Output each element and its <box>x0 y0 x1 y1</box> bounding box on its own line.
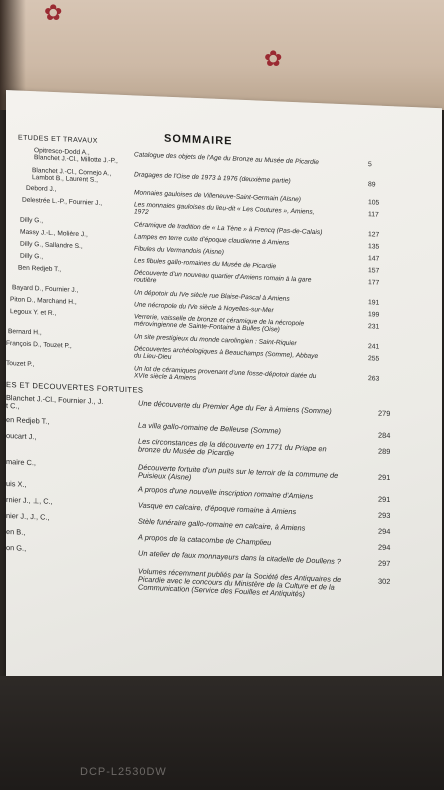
entry-author: Touzet P., <box>6 360 35 369</box>
printer-surface <box>0 676 444 790</box>
entry-title: Découvertes archéologiques à Beauchamps (Somme), Abbaye du Lieu-Dieu <box>134 345 319 362</box>
entry-title: Découverte fortuite d'un puits sur le terroir de la commune de Puisieux (Aisne) <box>138 462 339 482</box>
entry-title: Une nécropole du IVe siècle à Noyelles-sur-Mer <box>134 301 274 315</box>
entry-title: Un atelier de faux monnayeurs dans la citadelle de Doullens ? <box>138 548 341 567</box>
entry-title: Vasque en calcaire, d'époque romaine à Amiens <box>138 500 297 517</box>
entry-author: en Redjeb T., <box>6 415 50 426</box>
entry-author: en B., <box>6 527 26 537</box>
entry-page-number: 105 <box>368 199 380 207</box>
section-heading-etudes: ETUDES ET TRAVAUX <box>18 134 98 145</box>
printer-model-label: DCP-L2530DW <box>80 766 167 778</box>
entry-page-number: 302 <box>378 576 391 587</box>
entry-author: Blanchet J.-Cl., Fournier J., J. t C., <box>6 393 104 411</box>
entry-title: Céramique de tradition de « La Tène » à Frencq (Pas-de-Calais) <box>134 221 323 237</box>
entry-author: Bernard H., <box>8 328 42 337</box>
entry-author: Delestrée L.-P., Fournier J., <box>22 196 103 208</box>
entry-title: Les fibules gallo-romaines du Musée de Picardie <box>134 257 277 271</box>
entry-title: Stèle funéraire gallo-romaine en calcaire, à Amiens <box>138 516 306 533</box>
entry-title: Volumes récemment publiés par la Société des Antiquaires de Picardie avec le concours du Ministère de la Culture et de la Communication (Service des Fouilles et Antiquités) <box>138 566 342 599</box>
entry-title: Un dépotoir du IVe siècle rue Blaise-Pascal à Amiens <box>134 289 290 303</box>
section-heading-decouvertes: ES ET DECOUVERTES FORTUITES <box>6 380 144 395</box>
entry-title: Une découverte du Premier Age du Fer à Amiens (Somme) <box>138 398 332 416</box>
entry-author: rnier J., ⊥, C., <box>6 495 53 506</box>
entry-title: A propos d'une nouvelle inscription romaine d'Amiens <box>138 484 314 501</box>
entry-page-number: 294 <box>378 526 391 537</box>
entry-author: Ben Redjeb T., <box>18 264 62 274</box>
entry-author: on G., <box>6 543 27 553</box>
entry-title: Un site prestigieux du monde carolingien : Saint-Riquier <box>134 333 297 348</box>
entry-page-number: 5 <box>368 161 372 169</box>
entry-author: uis X., <box>6 479 27 489</box>
entry-page-number: 135 <box>368 243 380 251</box>
entry-title: Découverte d'un nouveau quartier d'Amiens romain à la gare routière <box>134 269 312 285</box>
entry-author: François D., Touzet P., <box>6 340 72 350</box>
entry-page-number: 127 <box>368 231 380 239</box>
entry-title: Monnaies gauloises de Villeneuve-Saint-Germain (Aisne) <box>134 189 302 204</box>
entry-author: Legoux Y. et R., <box>10 308 57 318</box>
wallpaper-flower-icon: ✿ <box>44 0 63 25</box>
entry-title: Dragages de l'Oise de 1973 à 1976 (deuxième partie) <box>134 171 291 185</box>
entry-page-number: 293 <box>378 510 391 521</box>
entry-author: Dilly G., <box>20 252 44 261</box>
entry-page-number: 89 <box>368 181 376 189</box>
entry-page-number: 291 <box>378 494 391 505</box>
entry-author: Opitresco-Dodd A., Blanchet J.-Cl., Millotte J.-P., <box>34 147 118 166</box>
entry-page-number: 191 <box>368 299 380 307</box>
entry-title: Catalogue des objets de l'Age du Bronze au Musée de Picardie <box>134 151 319 167</box>
entry-author: Dilly G., <box>20 216 44 225</box>
entry-page-number: 241 <box>368 343 380 351</box>
entry-title: Un lot de céramiques provenant d'une fosse-dépotoir datée du XVIe siècle à Amiens <box>134 365 317 383</box>
entry-author: Debord J., <box>26 184 57 194</box>
book-page <box>6 90 442 694</box>
entry-author: maire C., <box>6 457 36 468</box>
wallpaper-flower-icon: ✿ <box>264 46 283 71</box>
entry-page-number: 297 <box>378 558 391 569</box>
entry-title: A propos de la catacombe de Champlieu <box>138 532 272 548</box>
entry-title: Les circonstances de la découverte en 1771 du Priape en bronze du Musée de Picardie <box>138 436 327 458</box>
entry-page-number: 177 <box>368 279 380 287</box>
entry-title: La villa gallo-romaine de Belleuse (Somme) <box>138 420 281 436</box>
entry-author: Bayard D., Fournier J., <box>12 284 79 295</box>
entry-page-number: 294 <box>378 542 391 553</box>
entry-title: Verrerie, vaisselle de bronze et céramique de la nécropole mérovingienne de Sainte-Fontaine à Bulles (Oise) <box>134 313 305 334</box>
entry-page-number: 199 <box>368 311 380 319</box>
entry-page-number: 263 <box>368 375 380 383</box>
entry-title: Lampes en terre cuite d'époque claudienne à Amiens <box>134 233 290 247</box>
entry-title: Fibules du Vermandois (Aisne) <box>134 245 224 257</box>
entry-page-number: 291 <box>378 472 391 483</box>
entry-title: Les monnaies gauloises du lieu-dit « Les Coutures », Amiens, 1972 <box>134 201 315 217</box>
entry-page-number: 117 <box>368 211 379 219</box>
entry-author: Dilly G., Sallandre S., <box>20 240 83 251</box>
entry-author: Blanchet J.-Cl., Cornejo A., Lambot B., Laurent S., <box>32 167 112 185</box>
entry-author: Piton D., Marchand H., <box>10 296 77 306</box>
entry-page-number: 284 <box>378 430 391 441</box>
entry-page-number: 289 <box>378 446 391 457</box>
entry-author: nier J., J., C., <box>6 511 50 522</box>
entry-page-number: 147 <box>368 255 380 263</box>
entry-author: Massy J.-L., Molière J., <box>20 228 88 239</box>
entry-page-number: 157 <box>368 267 380 275</box>
entry-page-number: 279 <box>378 408 391 419</box>
entry-page-number: 231 <box>368 323 380 331</box>
entry-author: oucart J., <box>6 431 37 442</box>
entry-page-number: 255 <box>368 355 380 363</box>
page-title: SOMMAIRE <box>164 132 233 148</box>
